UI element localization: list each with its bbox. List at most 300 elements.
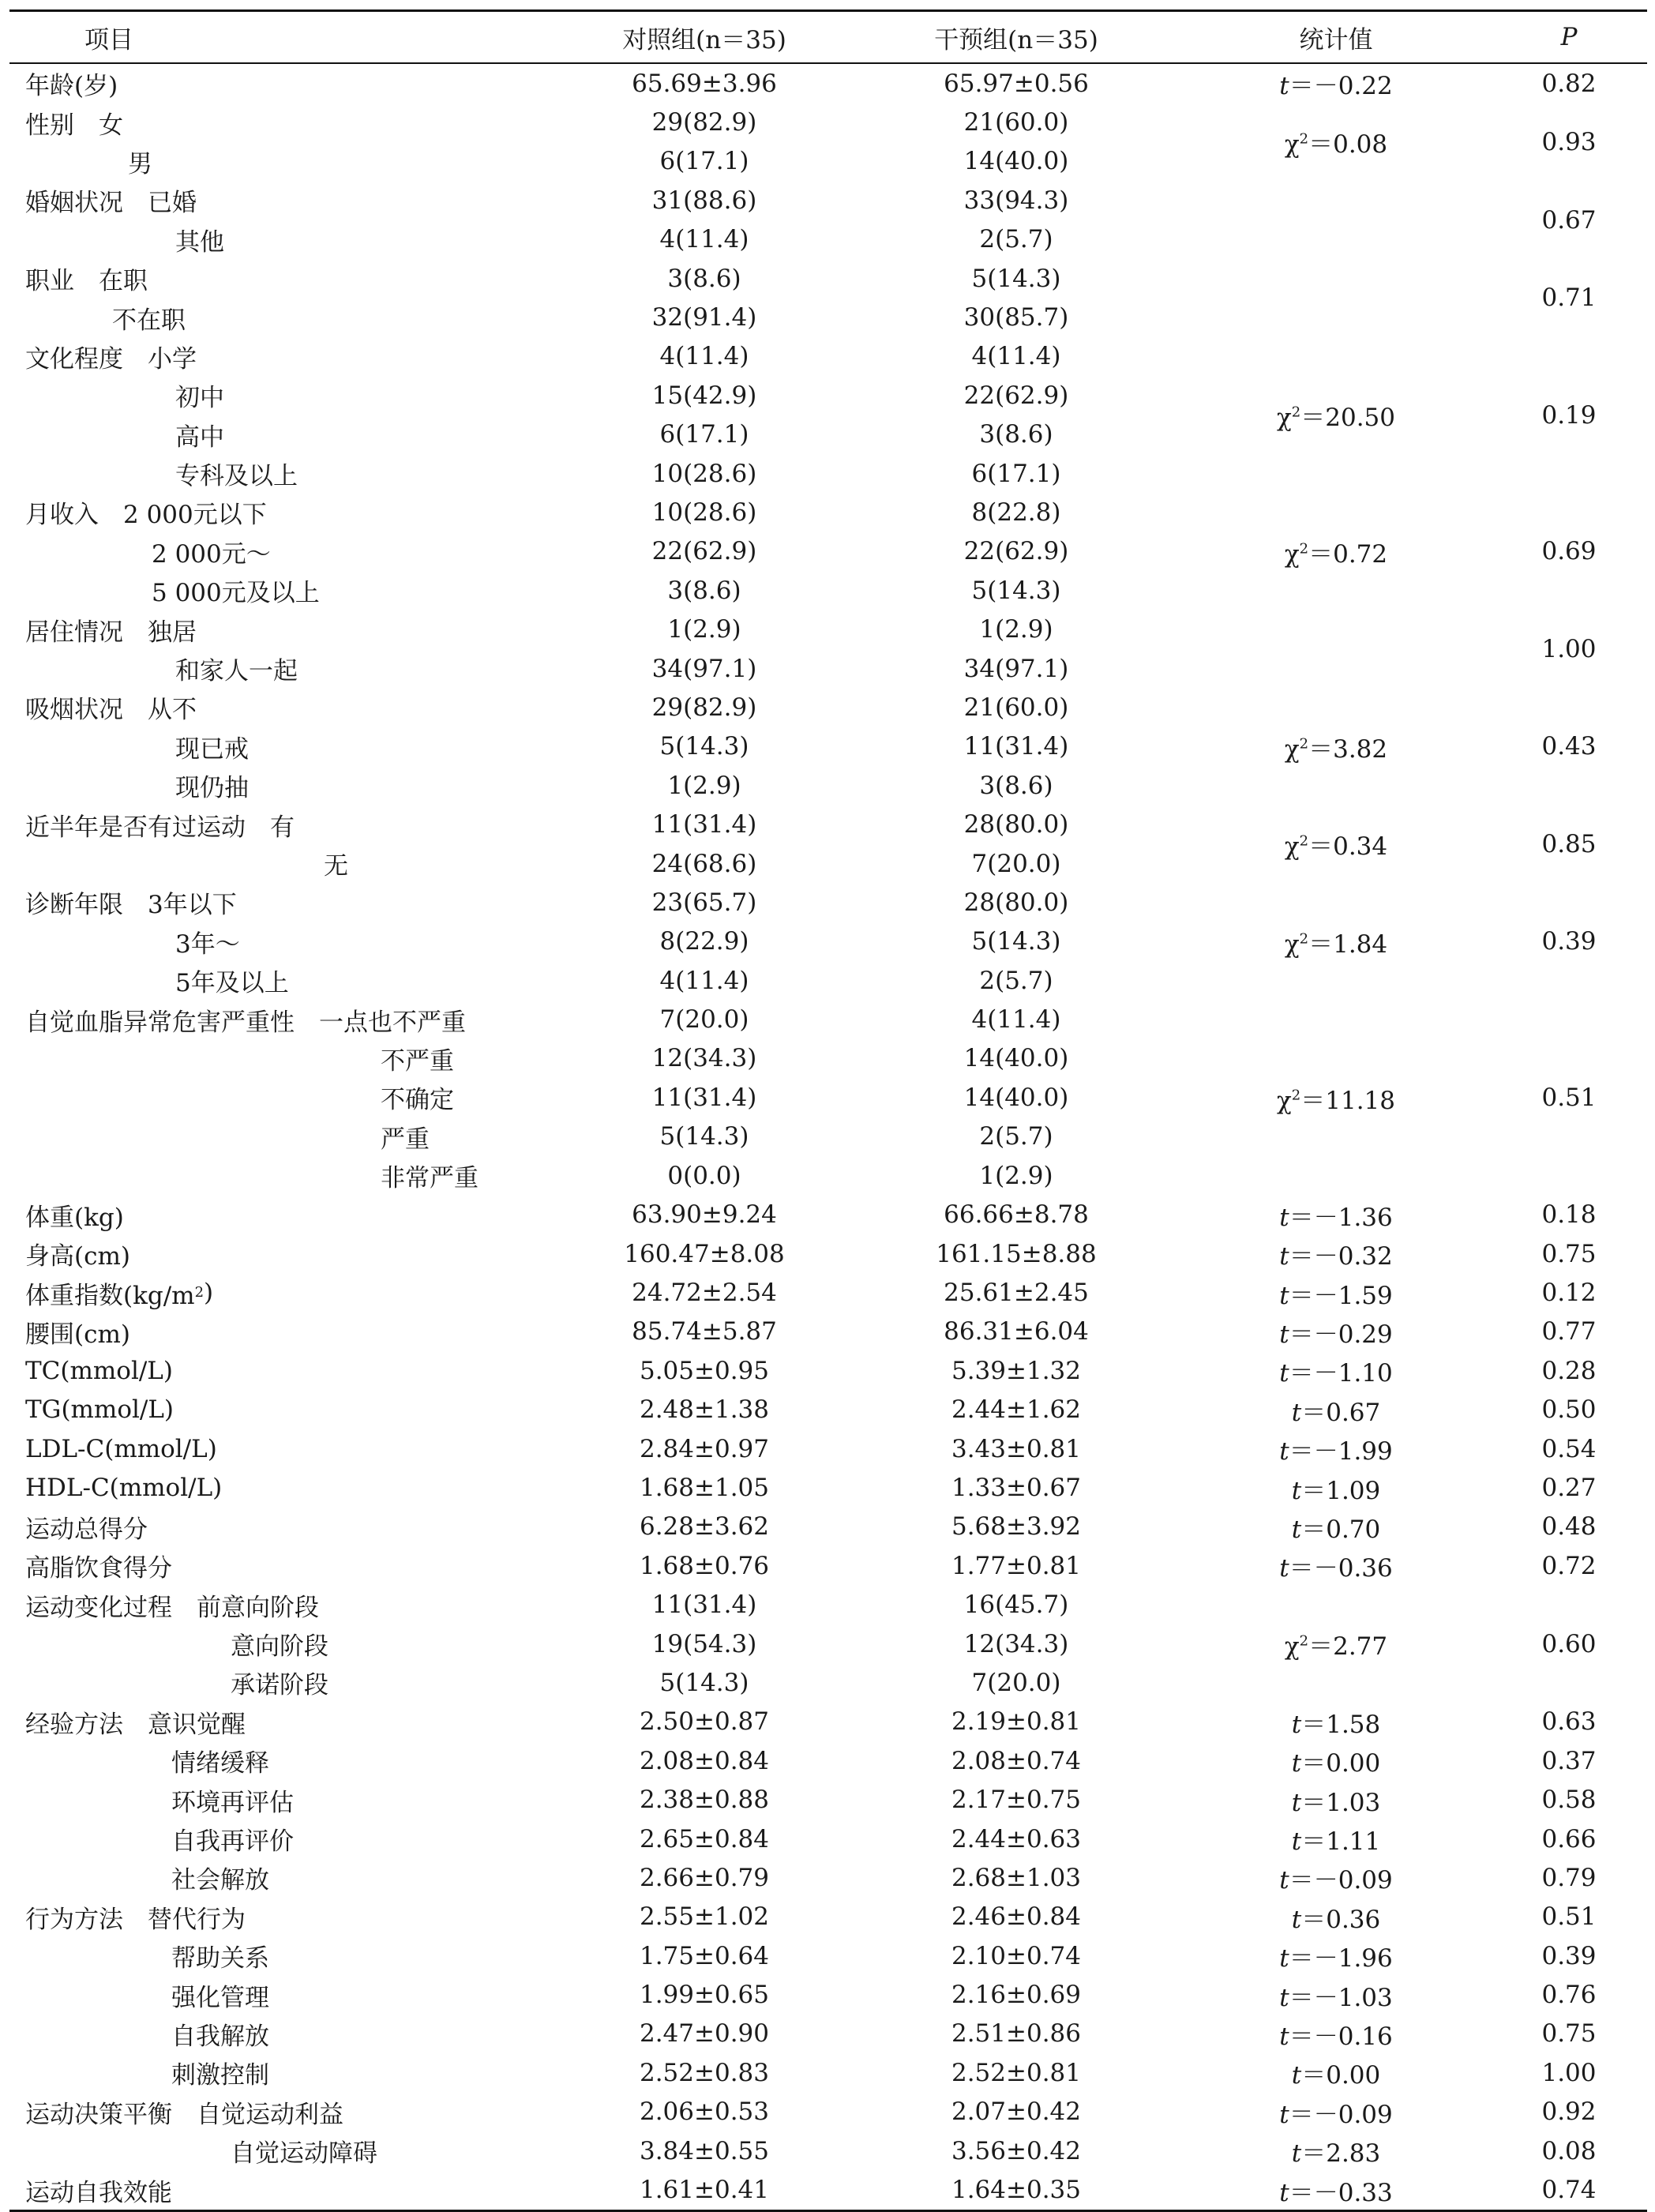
row-label-text: 2 000元～ [152, 539, 271, 569]
t-statistic [1292, 1743, 1381, 1778]
intervention-value: 22(62.9) [963, 381, 1069, 410]
t-statistic [1279, 1353, 1393, 1388]
row-label-text: 居住情况 独居 [25, 618, 197, 647]
row-label [128, 142, 152, 181]
p-value: 0.66 [1541, 1824, 1597, 1853]
intervention-value: 2.10±0.74 [951, 1941, 1082, 1970]
intervention-value: 1(2.9) [979, 1161, 1053, 1190]
table-row [9, 2170, 1647, 2209]
row-label-text: 经验方法 意识觉醒 [25, 1710, 246, 1739]
intervention-value: 34(97.1) [963, 654, 1069, 683]
intervention-value: 11(31.4) [963, 732, 1069, 761]
control-value: 12(34.3) [651, 1044, 757, 1073]
row-label [171, 1780, 294, 1819]
t-symbol: t [1291, 1515, 1302, 1544]
statistic-value: ＝0.70 [1301, 1515, 1381, 1544]
row-label [25, 1703, 246, 1741]
t-statistic [1279, 1236, 1393, 1271]
control-value: 2.84±0.97 [639, 1434, 770, 1463]
chi-symbol: χ [1277, 1086, 1292, 1115]
p-value: 0.76 [1541, 1981, 1597, 2010]
intervention-value: 33(94.3) [963, 186, 1069, 215]
row-label [171, 2053, 269, 2092]
row-label [231, 1624, 328, 1663]
row-label [25, 493, 267, 531]
p-value: 0.28 [1541, 1356, 1597, 1385]
t-statistic [1292, 2133, 1381, 2169]
t-symbol: t [1291, 1905, 1302, 1934]
row-label-text: 严重 [381, 1125, 430, 1154]
row-label [175, 961, 289, 1000]
p-value-merged: 0.71 [1541, 284, 1597, 313]
row-label-text: 运动自我效能 [25, 2178, 172, 2207]
row-label-text: 行为方法 替代行为 [25, 1905, 246, 1934]
statistic-value: ＝0.00 [1301, 2061, 1381, 2090]
intervention-value: 4(11.4) [971, 1005, 1061, 1035]
row-label-text: 自觉运动障碍 [231, 2139, 377, 2169]
t-statistic [1279, 1197, 1393, 1233]
row-label [152, 571, 320, 610]
statistic-value: ＝－0.29 [1289, 1320, 1393, 1349]
intervention-value: 2.07±0.42 [951, 2097, 1082, 2127]
statistic-value: ＝1.58 [1301, 1710, 1381, 1739]
control-value: 2.50±0.87 [639, 1707, 770, 1737]
row-label [175, 220, 224, 259]
row-label [175, 649, 298, 688]
row-label-text: 身高(cm) [25, 1242, 130, 1271]
control-value: 31(88.6) [651, 186, 757, 215]
intervention-value: 1.64±0.35 [951, 2176, 1082, 2205]
control-value: 15(42.9) [651, 381, 757, 410]
intervention-value: 5(14.3) [971, 264, 1061, 293]
table-row [9, 1273, 1647, 1312]
t-statistic [1292, 1782, 1381, 1818]
row-label [25, 805, 295, 843]
statistic-value: ＝－0.09 [1289, 2100, 1393, 2129]
t-symbol: t [1291, 1710, 1302, 1739]
t-symbol: t [1291, 1476, 1302, 1505]
t-statistic [1292, 1704, 1381, 1740]
control-value: 63.90±9.24 [632, 1200, 777, 1230]
table-row [9, 298, 1647, 336]
control-value: 24.72±2.54 [632, 1279, 777, 1308]
control-value: 19(54.3) [651, 1629, 757, 1658]
row-label [175, 922, 240, 961]
table-row [9, 1975, 1647, 2014]
control-value: 1(2.9) [667, 771, 741, 800]
intervention-value: 3(8.6) [979, 420, 1053, 449]
row-label [175, 454, 298, 493]
intervention-value: 2.19±0.81 [951, 1707, 1082, 1737]
row-label [25, 337, 197, 376]
table-row [9, 1858, 1647, 1897]
intervention-value: 6(17.1) [971, 459, 1061, 488]
row-label-text: 不在职 [112, 306, 186, 335]
row-label-text: 月收入 2 000元以下 [25, 501, 267, 530]
row-label [25, 1508, 148, 1546]
t-statistic [1292, 1509, 1381, 1545]
p-value: 0.27 [1541, 1474, 1597, 1503]
intervention-value: 1.77±0.81 [951, 1551, 1082, 1580]
intervention-value: 2(5.7) [979, 1122, 1053, 1151]
statistic-value: ＝0.67 [1301, 1398, 1381, 1427]
intervention-value: 16(45.7) [963, 1590, 1069, 1620]
t-statistic [1279, 1860, 1393, 1895]
p-value: 0.37 [1541, 1746, 1597, 1775]
chi-superscript: 2 [1299, 540, 1309, 558]
row-label [171, 1936, 269, 1975]
row-label [171, 1741, 269, 1780]
row-label [171, 1975, 269, 2014]
row-label [381, 1117, 430, 1156]
statistic-value: ＝－0.16 [1289, 2022, 1393, 2051]
t-symbol: t [1279, 1320, 1289, 1349]
intervention-value: 14(40.0) [963, 1044, 1069, 1073]
row-label [175, 376, 224, 415]
table-row [9, 2015, 1647, 2053]
chi-square-statistic [1277, 397, 1395, 433]
intervention-value: 22(62.9) [963, 537, 1069, 566]
row-label-text: HDL-C(mmol/L) [25, 1474, 223, 1503]
intervention-value: 5(14.3) [971, 927, 1061, 956]
intervention-value: 5.39±1.32 [951, 1356, 1082, 1385]
statistic-value: ＝11.18 [1300, 1086, 1395, 1115]
control-value: 3.84±0.55 [639, 2136, 770, 2165]
intervention-value: 8(22.8) [971, 498, 1061, 527]
control-value: 2.48±1.38 [639, 1395, 770, 1425]
row-label [175, 727, 249, 766]
control-value: 1.99±0.65 [639, 1981, 770, 2010]
table-row [9, 181, 1647, 220]
table-row [9, 1391, 1647, 1429]
row-label-text: 职业 在职 [25, 267, 148, 296]
intervention-value: 1.33±0.67 [951, 1474, 1082, 1503]
row-label-text: 体重指数(kg/m [25, 1281, 195, 1310]
row-label [381, 1039, 454, 1078]
t-statistic [1292, 1392, 1381, 1428]
table-row [9, 220, 1647, 259]
table-row [9, 610, 1647, 648]
intervention-value: 2.16±0.69 [951, 1981, 1082, 2010]
control-value: 1.75±0.64 [639, 1941, 770, 1970]
row-label-text: 诊断年限 3年以下 [25, 891, 237, 920]
p-value: 0.75 [1541, 1239, 1597, 1268]
intervention-value: 2.46±0.84 [951, 1902, 1082, 1932]
row-label-text: 自我再评价 [171, 1827, 294, 1857]
table-row [9, 1741, 1647, 1780]
control-value: 2.38±0.88 [639, 1786, 770, 1815]
row-label [231, 2131, 377, 2170]
data-table [9, 9, 1647, 2212]
row-label [25, 883, 237, 922]
control-value: 5(14.3) [659, 1122, 749, 1151]
row-label [25, 181, 197, 220]
t-statistic [1292, 1470, 1381, 1506]
control-value: 11(31.4) [651, 810, 757, 839]
intervention-value: 2(5.7) [979, 225, 1053, 254]
t-statistic [1279, 2173, 1393, 2208]
table-body-continuous [9, 1196, 1647, 2210]
row-label [381, 1078, 454, 1117]
row-label [171, 2015, 269, 2053]
p-value: 0.08 [1541, 2136, 1597, 2165]
row-label [231, 1663, 328, 1702]
statistic-value: ＝1.09 [1301, 1476, 1381, 1505]
intervention-value: 25.61±2.45 [944, 1279, 1089, 1308]
table-row [9, 1234, 1647, 1273]
control-value: 2.08±0.84 [639, 1746, 770, 1775]
header-stat: 统计值 [1299, 25, 1373, 54]
chi-square-statistic [1285, 826, 1387, 862]
p-value-merged: 0.69 [1541, 537, 1597, 566]
table-row [9, 2093, 1647, 2131]
row-label-text: 高中 [175, 422, 224, 452]
row-label-text: 强化管理 [171, 1983, 269, 2012]
row-label-text: 5年及以上 [175, 969, 289, 998]
control-value: 24(68.6) [651, 849, 757, 878]
intervention-value: 14(40.0) [963, 1083, 1069, 1112]
intervention-value: 2(5.7) [979, 966, 1053, 995]
intervention-value: 3(8.6) [979, 771, 1053, 800]
p-value-merged: 0.67 [1541, 205, 1597, 235]
row-label [175, 766, 249, 805]
row-label-text: 3年～ [175, 929, 240, 959]
row-label [25, 64, 118, 103]
control-value: 1(2.9) [667, 615, 741, 644]
row-label [25, 1898, 246, 1936]
control-value: 32(91.4) [651, 303, 757, 332]
row-label-text: 社会解放 [171, 1866, 269, 1895]
row-label [25, 688, 197, 727]
t-statistic [1279, 1275, 1393, 1311]
t-statistic [1292, 1821, 1381, 1857]
table-body-categorical [9, 64, 1647, 1196]
control-value: 11(31.4) [651, 1083, 757, 1112]
intervention-value: 12(34.3) [963, 1629, 1069, 1658]
t-statistic [1279, 1431, 1393, 1467]
p-value-merged: 0.93 [1541, 127, 1597, 156]
control-value: 4(11.4) [659, 225, 749, 254]
row-label-text: 年龄(岁) [25, 72, 118, 101]
statistic-value: ＝0.36 [1301, 1905, 1381, 1934]
t-symbol: t [1291, 1788, 1302, 1817]
intervention-value: 2.44±0.63 [951, 1824, 1082, 1853]
row-label [25, 103, 123, 141]
row-label [152, 532, 271, 571]
table-row [9, 649, 1647, 688]
table-row [9, 1351, 1647, 1390]
control-value: 6(17.1) [659, 420, 749, 449]
intervention-value: 14(40.0) [963, 147, 1069, 176]
control-value: 0(0.0) [667, 1161, 741, 1190]
chi-superscript: 2 [1299, 735, 1309, 753]
row-label [171, 1858, 269, 1897]
row-label-text: 现已戒 [175, 734, 249, 764]
row-label-text: 专科及以上 [175, 462, 298, 491]
header-control-text: 对照组(n＝35) [622, 25, 786, 54]
statistic-value: ＝1.11 [1301, 1827, 1381, 1857]
row-label-text: 环境再评估 [171, 1788, 294, 1817]
intervention-value: 7(20.0) [971, 849, 1061, 878]
row-label-text: TG(mmol/L) [25, 1395, 175, 1425]
chi-symbol: χ [1284, 539, 1300, 569]
t-symbol: t [1279, 1281, 1289, 1310]
statistic-value: ＝－1.96 [1289, 1944, 1393, 1974]
control-value: 4(11.4) [659, 966, 749, 995]
chi-symbol: χ [1284, 832, 1300, 862]
control-value: 2.55±1.02 [639, 1902, 770, 1932]
control-value: 3(8.6) [667, 264, 741, 293]
t-statistic [1279, 1977, 1393, 2013]
control-value: 7(20.0) [659, 1005, 749, 1035]
t-statistic [1279, 2094, 1393, 2130]
statistic-value: ＝0.08 [1308, 130, 1388, 160]
row-label-text: 初中 [175, 384, 224, 413]
chi-superscript: 2 [1299, 130, 1309, 148]
row-label [25, 1000, 466, 1038]
row-label [25, 1391, 174, 1429]
t-statistic [1279, 1314, 1393, 1350]
control-value: 10(28.6) [651, 459, 757, 488]
header-p: P [1560, 23, 1578, 51]
t-symbol: t [1279, 2022, 1289, 2051]
p-value: 0.12 [1541, 1279, 1597, 1308]
intervention-value: 161.15±8.88 [936, 1239, 1097, 1268]
t-statistic [1279, 1548, 1393, 1583]
t-symbol: t [1279, 2100, 1289, 2129]
control-value: 6(17.1) [659, 147, 749, 176]
row-label-text: 情绪缓释 [171, 1749, 269, 1778]
p-value-merged: 0.82 [1541, 69, 1597, 98]
chi-superscript: 2 [1299, 930, 1309, 948]
p-value: 0.75 [1541, 2019, 1597, 2049]
p-value: 0.54 [1541, 1434, 1597, 1463]
intervention-value: 5.68±3.92 [951, 1512, 1082, 1542]
intervention-value: 30(85.7) [963, 303, 1069, 332]
statistic-value: ＝－1.59 [1289, 1281, 1393, 1310]
p-value: 0.39 [1541, 1941, 1597, 1970]
p-value: 0.51 [1541, 1902, 1597, 1932]
table-row [9, 1898, 1647, 1936]
statistic-value: ＝－0.33 [1289, 2178, 1393, 2207]
row-label-text: 帮助关系 [171, 1944, 269, 1974]
statistic-value: ＝0.72 [1308, 539, 1388, 569]
control-value: 5.05±0.95 [639, 1356, 770, 1385]
row-label [171, 1820, 294, 1858]
t-symbol: t [1279, 72, 1289, 101]
chi-symbol: χ [1277, 404, 1292, 433]
t-symbol: t [1279, 1242, 1289, 1271]
intervention-value: 2.44±1.62 [951, 1395, 1082, 1425]
statistic-value: ＝－0.36 [1289, 1554, 1393, 1583]
row-label-text: 运动总得分 [25, 1515, 148, 1544]
control-value: 8(22.9) [659, 927, 749, 956]
statistic-value: ＝2.83 [1301, 2139, 1381, 2169]
row-label-text: 和家人一起 [175, 657, 298, 686]
statistic-value: ＝－0.22 [1289, 72, 1393, 101]
statistic-value: ＝20.50 [1300, 404, 1395, 433]
intervention-value: 66.66±8.78 [944, 1200, 1089, 1230]
chi-symbol: χ [1284, 1632, 1300, 1662]
control-value: 1.68±1.05 [639, 1474, 770, 1503]
row-label [25, 1586, 319, 1624]
control-value: 2.52±0.83 [639, 2058, 770, 2087]
table-row [9, 1546, 1647, 1585]
row-label-text: 刺激控制 [171, 2061, 269, 2090]
t-symbol: t [1291, 2061, 1302, 2090]
table-row [9, 1936, 1647, 1975]
row-label-text: 不确定 [381, 1086, 454, 1115]
row-label [175, 415, 224, 454]
header-intervention-text: 干预组(n＝35) [934, 25, 1098, 54]
p-value: 0.63 [1541, 1707, 1597, 1737]
table-row [9, 1703, 1647, 1741]
row-label-text: TC(mmol/L) [25, 1356, 173, 1385]
p-value: 1.00 [1541, 2058, 1597, 2087]
p-value: 0.48 [1541, 1512, 1597, 1542]
t-statistic [1292, 1899, 1381, 1935]
chi-superscript: 2 [1299, 833, 1309, 851]
row-label-text: 性别 女 [25, 111, 123, 140]
row-label [25, 610, 197, 648]
row-label-text: 高脂饮食得分 [25, 1554, 172, 1583]
intervention-value: 86.31±6.04 [944, 1317, 1089, 1346]
row-label: 体重指数(kg/m 2 ) [25, 1273, 213, 1312]
row-label-text: 近半年是否有过运动 有 [25, 813, 295, 842]
statistic-value: ＝－1.03 [1289, 1983, 1393, 2012]
control-value: 23(65.7) [651, 888, 757, 917]
table-row [9, 1780, 1647, 1819]
p-value-merged: 1.00 [1541, 634, 1597, 663]
row-label [25, 2093, 343, 2131]
t-symbol: t [1291, 2139, 1302, 2169]
intervention-value: 2.68±1.03 [951, 1863, 1082, 1892]
t-statistic [1292, 2055, 1381, 2090]
row-label [25, 1196, 124, 1234]
chi-square-statistic [1285, 1626, 1387, 1662]
control-value: 2.47±0.90 [639, 2019, 770, 2049]
row-label-text: LDL-C(mmol/L) [25, 1434, 217, 1463]
table-row [9, 1196, 1647, 1234]
statistic-value: ＝0.34 [1308, 832, 1388, 862]
intervention-value: 1(2.9) [979, 615, 1053, 644]
control-value: 10(28.6) [651, 498, 757, 527]
intervention-value: 2.52±0.81 [951, 2058, 1082, 2087]
header-item: 项目 [84, 25, 133, 54]
row-label [25, 1313, 130, 1351]
intervention-value: 28(80.0) [963, 888, 1069, 917]
control-value: 29(82.9) [651, 108, 757, 137]
statistic-value: ＝3.82 [1308, 734, 1388, 764]
row-label-end: ) [204, 1279, 214, 1308]
control-value: 1.61±0.41 [639, 2176, 770, 2205]
table-row [9, 1468, 1647, 1507]
row-label-text: 运动变化过程 前意向阶段 [25, 1593, 319, 1622]
statistic-value: ＝1.03 [1301, 1788, 1381, 1817]
intervention-value: 4(11.4) [971, 342, 1061, 371]
row-label-text: 腰围(cm) [25, 1320, 130, 1349]
control-value: 2.65±0.84 [639, 1824, 770, 1853]
control-value: 85.74±5.87 [632, 1317, 777, 1346]
intervention-value: 2.17±0.75 [951, 1786, 1082, 1815]
p-value-merged: 0.43 [1541, 732, 1597, 761]
chi-superscript: 2 [1291, 1087, 1301, 1104]
control-value: 2.66±0.79 [639, 1863, 770, 1892]
row-label-text: 无 [324, 852, 348, 881]
chi-symbol: χ [1284, 734, 1300, 764]
chi-square-statistic [1285, 924, 1387, 960]
t-symbol: t [1279, 1359, 1289, 1388]
